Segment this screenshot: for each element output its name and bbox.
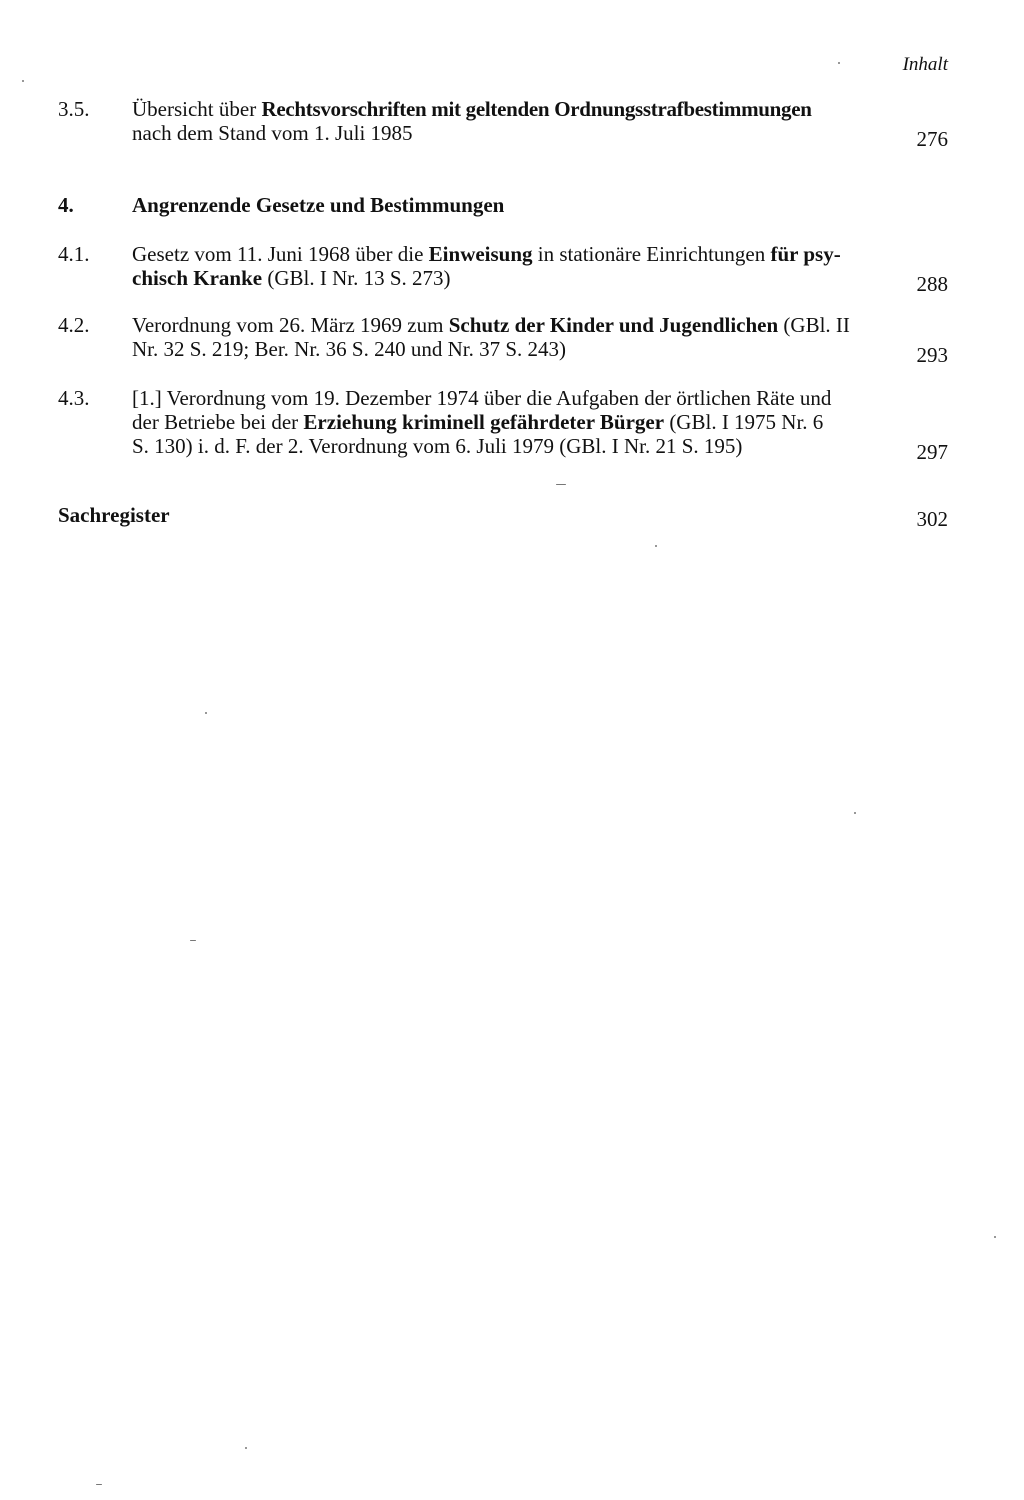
- text-segment-bold: Angrenzende Gesetze und Bestimmungen: [132, 193, 505, 217]
- entry-text: [132, 97, 962, 145]
- text-segment: (GBl. I 1975 Nr. 6: [664, 410, 824, 434]
- scan-speck: [205, 712, 207, 714]
- entry-number: 3.5.: [58, 97, 90, 121]
- entry-line: [132, 434, 932, 458]
- scan-speck: [655, 545, 657, 547]
- text-segment-bold: Erziehung kriminell gefährdeter Bürger: [303, 410, 665, 434]
- entry-line: [132, 337, 932, 361]
- page-number: 302: [916, 507, 948, 531]
- scan-speck: [190, 940, 196, 941]
- page-number: 293: [916, 343, 948, 367]
- scan-speck: [854, 812, 856, 814]
- section-number: 4.: [58, 193, 74, 217]
- entry-line: [132, 97, 962, 121]
- text-segment-bold: für psy-: [770, 242, 841, 266]
- running-header: Inhalt: [902, 54, 948, 75]
- scan-speck: [556, 484, 566, 485]
- text-segment: Nr. 32 S. 219; Ber. Nr. 36 S. 240 und Nr. 37 S. 243): [132, 337, 567, 361]
- entry-number: 4.1.: [58, 242, 90, 266]
- toc-index-entry: [58, 503, 948, 531]
- toc-entry-4-2: [58, 313, 948, 367]
- entry-text: [132, 242, 932, 290]
- scan-speck: [838, 62, 840, 64]
- text-segment-bold: Rechtsvorschriften mit geltenden Ordnungsstrafbestimmungen: [261, 97, 812, 121]
- page-number: 288: [916, 272, 948, 296]
- entry-line: [132, 313, 932, 337]
- text-segment: Übersicht über: [132, 97, 262, 121]
- scan-speck: [96, 1484, 102, 1485]
- text-segment: (GBl. II: [778, 313, 850, 337]
- text-segment: nach dem Stand vom 1. Juli 1985: [132, 121, 413, 145]
- page-number: 297: [916, 440, 948, 464]
- entry-line: [132, 266, 932, 290]
- scan-speck: [245, 1447, 247, 1449]
- toc-entry-3-5: [58, 97, 948, 151]
- text-segment: (GBl. I Nr. 13 S. 273): [262, 266, 451, 290]
- toc-entry-4-1: [58, 242, 948, 296]
- toc-section-4: [58, 193, 948, 217]
- toc-entry-4-3: [58, 386, 948, 464]
- entry-number: 4.2.: [58, 313, 90, 337]
- text-segment-bold: Einweisung: [428, 242, 533, 266]
- entry-number: 4.3.: [58, 386, 90, 410]
- entry-line: [132, 121, 962, 145]
- text-segment: Verordnung vom 26. März 1969 zum: [132, 313, 449, 337]
- page-number: 276: [916, 127, 948, 151]
- text-segment-bold: chisch Kranke: [132, 266, 263, 290]
- entry-line: [132, 242, 932, 266]
- text-segment: in stationäre Einrichtungen: [532, 242, 771, 266]
- text-segment-bold: Schutz der Kinder und Jugendlichen: [448, 313, 779, 337]
- text-segment: Gesetz vom 11. Juni 1968 über die: [132, 242, 429, 266]
- scan-speck: [22, 80, 24, 82]
- scan-speck: [994, 1236, 996, 1238]
- entry-line: [132, 386, 932, 410]
- text-segment: S. 130) i. d. F. der 2. Verordnung vom 6. Juli 1979 (GBl. I Nr. 21 S. 195): [132, 434, 743, 458]
- entry-text: [132, 386, 932, 458]
- text-segment: [1.] Verordnung vom 19. Dezember 1974 über die Aufgaben der örtlichen Räte und: [132, 386, 832, 410]
- entry-text: [132, 313, 932, 361]
- entry-line: [132, 410, 932, 434]
- text-segment: der Betriebe bei der: [132, 410, 304, 434]
- section-title: [132, 193, 892, 217]
- index-label: Sachregister: [58, 503, 170, 527]
